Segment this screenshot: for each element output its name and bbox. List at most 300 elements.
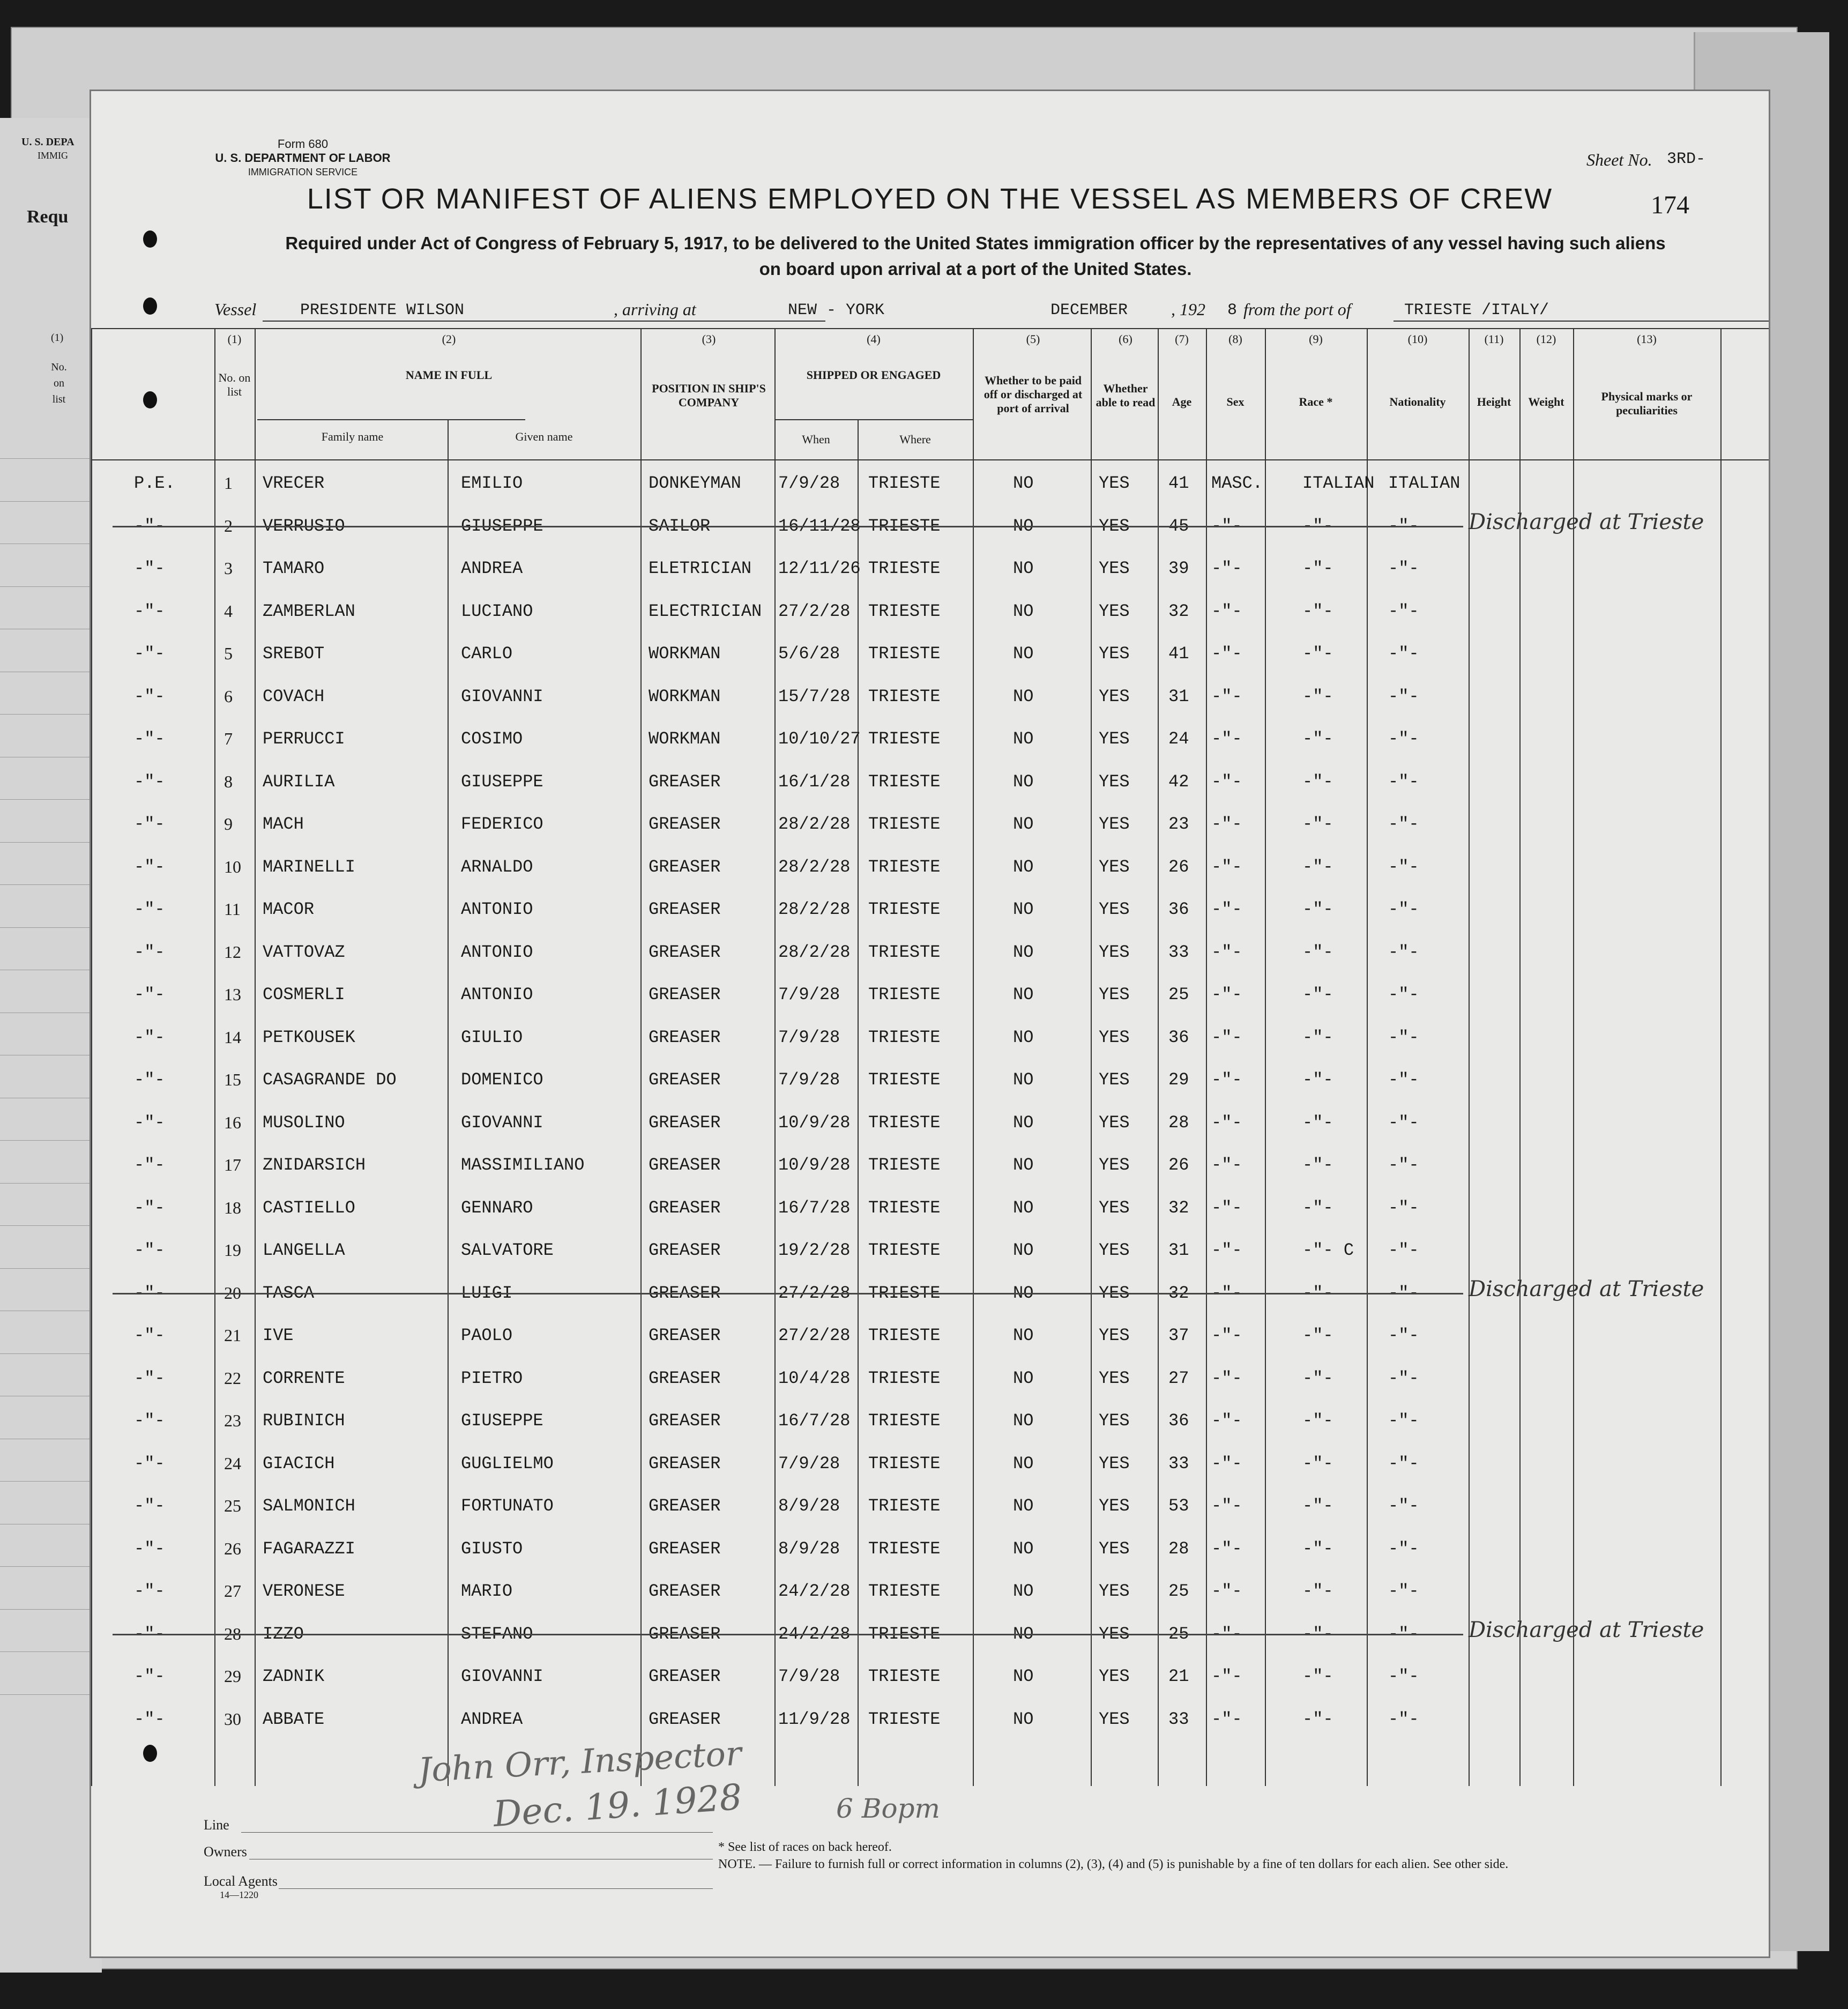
form-code: 14—1220 <box>220 1889 258 1900</box>
table-row <box>91 1184 1769 1226</box>
shipped-place: TRIESTE <box>868 1155 941 1175</box>
able-to-read: YES <box>1099 516 1130 536</box>
shipped-date: 10/9/28 <box>778 1112 851 1133</box>
sex: -"- <box>1211 729 1242 749</box>
race: -"- <box>1302 559 1333 578</box>
remark: Discharged at Trieste <box>1469 1617 1704 1642</box>
position: GREASER <box>649 1709 721 1729</box>
shipped-date: 7/9/28 <box>778 1453 840 1474</box>
sex: -"- <box>1211 1411 1242 1431</box>
paid-off: NO <box>1013 559 1034 578</box>
race: -"- <box>1302 1197 1333 1218</box>
able-to-read: YES <box>1099 985 1130 1005</box>
shipped-place: TRIESTE <box>868 1666 941 1686</box>
given-name: MARIO <box>461 1581 513 1601</box>
shipped-date: 27/2/28 <box>778 1283 851 1303</box>
able-to-read: YES <box>1099 1155 1130 1175</box>
sex: -"- <box>1211 1581 1242 1601</box>
row-number: 11 <box>224 899 241 919</box>
row-number: 16 <box>224 1112 241 1132</box>
row-mark: -"- <box>134 1240 165 1260</box>
position: GREASER <box>649 899 721 919</box>
remark: Discharged at Trieste <box>1469 509 1704 534</box>
age: 36 <box>1168 1027 1189 1047</box>
row-mark: -"- <box>134 1155 165 1175</box>
sex: -"- <box>1211 1624 1242 1644</box>
row-mark: -"- <box>134 1112 165 1133</box>
strip-row-line <box>0 1609 102 1610</box>
race: -"- <box>1302 1326 1333 1345</box>
age: 32 <box>1168 1197 1189 1218</box>
col4-where-header: Where <box>899 433 931 446</box>
position: GREASER <box>649 1027 721 1047</box>
shipped-date: 11/9/28 <box>778 1709 851 1729</box>
year-label: , 192 <box>1171 300 1205 319</box>
race: -"- <box>1302 1027 1333 1047</box>
paid-off: NO <box>1013 985 1034 1005</box>
penalty-note: NOTE. — Failure to furnish full or correct information in columns (2), (3), (4) and (5) is punishable by a fine of ten dollars for each alien. See other side. <box>718 1857 1509 1871</box>
row-number: 8 <box>224 771 233 791</box>
shipped-date: 10/9/28 <box>778 1155 851 1175</box>
form-header <box>204 137 402 179</box>
sex: -"- <box>1211 601 1242 621</box>
col12-header: Weight <box>1528 395 1564 408</box>
given-name: GIUSEPPE <box>461 516 543 536</box>
paid-off: NO <box>1013 686 1034 706</box>
family-name: GIACICH <box>263 1453 335 1474</box>
shipped-date: 15/7/28 <box>778 686 851 706</box>
age: 32 <box>1168 601 1189 621</box>
given-name: STEFANO <box>461 1624 533 1644</box>
col9-header: Race * <box>1299 395 1333 408</box>
page-subtitle <box>209 230 1742 282</box>
age: 33 <box>1168 1709 1189 1729</box>
age: 28 <box>1168 1538 1189 1559</box>
strip-row-line <box>0 1268 102 1269</box>
sheet-number: 174 <box>1651 191 1689 219</box>
age: 33 <box>1168 1453 1189 1474</box>
able-to-read: YES <box>1099 1581 1130 1601</box>
table-row <box>91 1269 1769 1311</box>
nationality: -"- <box>1388 899 1419 919</box>
inspection-date-stamp: Dec. 19. 1928 <box>491 1776 743 1835</box>
able-to-read: YES <box>1099 1666 1130 1686</box>
from-port-label: from the port of <box>1243 300 1351 319</box>
col10-header: Nationality <box>1389 395 1446 408</box>
sex: -"- <box>1211 1368 1242 1388</box>
shipped-place: TRIESTE <box>868 1581 941 1601</box>
strip-row-line <box>0 1353 102 1354</box>
able-to-read: YES <box>1099 1538 1130 1559</box>
row-number: 29 <box>224 1666 241 1686</box>
sex: -"- <box>1211 1496 1242 1516</box>
position: GREASER <box>649 814 721 834</box>
service-name: IMMIGRATION SERVICE <box>248 167 358 177</box>
able-to-read: YES <box>1099 601 1130 621</box>
strip-header-2: IMMIG <box>38 150 68 161</box>
given-name: FEDERICO <box>461 814 543 834</box>
family-name: VRECER <box>263 473 325 493</box>
family-name: PERRUCCI <box>263 729 345 749</box>
row-number: 15 <box>224 1070 241 1089</box>
nationality: -"- <box>1388 1197 1419 1218</box>
shipped-place: TRIESTE <box>868 1538 941 1559</box>
position: GREASER <box>649 1197 721 1218</box>
nationality: -"- <box>1388 771 1419 792</box>
strip-row-line <box>0 1566 102 1567</box>
punch-hole <box>143 391 157 408</box>
paid-off: NO <box>1013 1027 1034 1047</box>
given-name: ARNALDO <box>461 857 533 877</box>
row-mark: -"- <box>134 729 165 749</box>
family-name: ZADNIK <box>263 1666 325 1686</box>
paid-off: NO <box>1013 473 1034 493</box>
position: GREASER <box>649 1496 721 1516</box>
row-number: 10 <box>224 857 241 876</box>
col11-number: (11) <box>1484 332 1504 346</box>
strip-row-line <box>0 799 102 800</box>
nationality: -"- <box>1388 1155 1419 1175</box>
row-mark: -"- <box>134 1496 165 1516</box>
vessel-underline <box>263 321 825 322</box>
col1-number: (1) <box>227 332 242 346</box>
sex: -"- <box>1211 985 1242 1005</box>
given-name: COSIMO <box>461 729 523 749</box>
row-number: 6 <box>224 686 233 706</box>
table-top-border <box>91 328 1769 329</box>
strip-row-line <box>0 1183 102 1184</box>
table-row <box>91 1312 1769 1353</box>
family-name: VERONESE <box>263 1581 345 1601</box>
sex: -"- <box>1211 1112 1242 1133</box>
position: GREASER <box>649 1368 721 1388</box>
paid-off: NO <box>1013 1666 1034 1686</box>
sex: -"- <box>1211 1666 1242 1686</box>
race: -"- <box>1302 1411 1333 1431</box>
age: 25 <box>1168 1581 1189 1601</box>
shipped-date: 7/9/28 <box>778 1666 840 1686</box>
shipped-place: TRIESTE <box>868 942 941 962</box>
shipped-place: TRIESTE <box>868 1411 941 1431</box>
col2-given-header: Given name <box>515 430 573 443</box>
able-to-read: YES <box>1099 1112 1130 1133</box>
arriving-port: NEW - YORK <box>788 301 885 319</box>
age: 41 <box>1168 473 1189 493</box>
col5-header: Whether to be paid off or discharged at port of arrival <box>983 374 1083 415</box>
row-mark: -"- <box>134 1624 165 1644</box>
row-mark: -"- <box>134 559 165 578</box>
row-number: 20 <box>224 1283 241 1303</box>
shipped-place: TRIESTE <box>868 1112 941 1133</box>
arriving-label: , arriving at <box>614 300 696 319</box>
age: 25 <box>1168 1624 1189 1644</box>
vessel-label: Vessel <box>214 300 257 319</box>
row-mark: -"- <box>134 1581 165 1601</box>
row-number: 28 <box>224 1624 241 1643</box>
row-mark: -"- <box>134 1027 165 1047</box>
row-mark: -"- <box>134 1326 165 1345</box>
strip-header: U. S. DEPA <box>21 136 74 148</box>
table-row <box>91 843 1769 885</box>
table-row <box>91 673 1769 715</box>
able-to-read: YES <box>1099 559 1130 578</box>
form-number: Form 680 <box>277 137 329 151</box>
col5-number: (5) <box>1026 332 1040 346</box>
strike-through-line <box>113 1293 1463 1294</box>
given-name: GIULIO <box>461 1027 523 1047</box>
age: 41 <box>1168 644 1189 664</box>
nationality: -"- <box>1388 1709 1419 1729</box>
race: -"- <box>1302 1538 1333 1559</box>
table-row <box>91 1014 1769 1055</box>
nationality: -"- <box>1388 1283 1419 1303</box>
sex: -"- <box>1211 1453 1242 1474</box>
row-mark: -"- <box>134 601 165 621</box>
shipped-place: TRIESTE <box>868 985 941 1005</box>
table-row <box>91 928 1769 970</box>
row-mark: -"- <box>134 1666 165 1686</box>
col9-number: (9) <box>1309 332 1323 346</box>
footer-owners-label: Owners <box>204 1844 247 1859</box>
family-name: ZNIDARSICH <box>263 1155 366 1175</box>
row-mark: -"- <box>134 814 165 834</box>
age: 31 <box>1168 686 1189 706</box>
shipped-place: TRIESTE <box>868 559 941 578</box>
vessel-line <box>214 295 1769 322</box>
family-name: RUBINICH <box>263 1411 345 1431</box>
col6-header: Whether able to read <box>1096 382 1156 409</box>
shipped-place: TRIESTE <box>868 1197 941 1218</box>
race: -"- <box>1302 644 1333 664</box>
col7-number: (7) <box>1175 332 1189 346</box>
paid-off: NO <box>1013 1368 1034 1388</box>
nationality: -"- <box>1388 516 1419 536</box>
shipped-date: 8/9/28 <box>778 1496 840 1516</box>
row-number: 12 <box>224 942 241 962</box>
age: 23 <box>1168 814 1189 834</box>
sex: -"- <box>1211 1070 1242 1090</box>
nationality: -"- <box>1388 1326 1419 1345</box>
age: 45 <box>1168 516 1189 536</box>
given-name: PAOLO <box>461 1326 513 1345</box>
race: ITALIAN <box>1302 473 1375 493</box>
sex: -"- <box>1211 516 1242 536</box>
shipped-date: 28/2/28 <box>778 857 851 877</box>
shipped-date: 7/9/28 <box>778 473 840 493</box>
remark: Discharged at Trieste <box>1469 1276 1704 1301</box>
position: GREASER <box>649 1666 721 1686</box>
sex: MASC. <box>1211 473 1263 493</box>
race: -"- <box>1302 601 1333 621</box>
row-number: 18 <box>224 1197 241 1217</box>
paid-off: NO <box>1013 1496 1034 1516</box>
strip-row-line <box>0 927 102 928</box>
shipped-place: TRIESTE <box>868 1326 941 1345</box>
nationality: -"- <box>1388 942 1419 962</box>
family-name: MACH <box>263 814 304 834</box>
table-row <box>91 1525 1769 1567</box>
row-number: 17 <box>224 1155 241 1174</box>
shipped-date: 28/2/28 <box>778 942 851 962</box>
sex: -"- <box>1211 1326 1242 1345</box>
table-row <box>91 1226 1769 1268</box>
race: -"- <box>1302 1496 1333 1516</box>
table-row <box>91 545 1769 586</box>
nationality: -"- <box>1388 1453 1419 1474</box>
age: 27 <box>1168 1368 1189 1388</box>
sheet-no-label: Sheet No. <box>1586 150 1652 169</box>
nationality: -"- <box>1388 686 1419 706</box>
shipped-place: TRIESTE <box>868 516 941 536</box>
age: 33 <box>1168 942 1189 962</box>
vessel-name: PRESIDENTE WILSON <box>300 301 465 319</box>
nationality: -"- <box>1388 1112 1419 1133</box>
table-row <box>91 715 1769 757</box>
row-mark: -"- <box>134 1070 165 1090</box>
able-to-read: YES <box>1099 644 1130 664</box>
table-row <box>91 459 1769 501</box>
able-to-read: YES <box>1099 857 1130 877</box>
shipped-date: 16/11/28 <box>778 516 861 536</box>
row-number: 4 <box>224 601 233 621</box>
given-name: ANDREA <box>461 559 523 578</box>
able-to-read: YES <box>1099 814 1130 834</box>
paid-off: NO <box>1013 1624 1034 1644</box>
able-to-read: YES <box>1099 899 1130 919</box>
strip-row-line <box>0 884 102 885</box>
position: GREASER <box>649 1326 721 1345</box>
strip-row-line <box>0 1481 102 1482</box>
paid-off: NO <box>1013 1411 1034 1431</box>
shipped-place: TRIESTE <box>868 473 941 493</box>
shipped-date: 8/9/28 <box>778 1538 840 1559</box>
row-number: 27 <box>224 1581 241 1601</box>
page-title: LIST OR MANIFEST OF ALIENS EMPLOYED ON THE VESSEL AS MEMBERS OF CREW <box>307 183 1553 215</box>
race: -"- <box>1302 1581 1333 1601</box>
table-row <box>91 800 1769 842</box>
age: 31 <box>1168 1240 1189 1260</box>
subtitle-line-2: on board upon arrival at a port of the United States. <box>759 259 1192 279</box>
able-to-read: YES <box>1099 771 1130 792</box>
shipped-place: TRIESTE <box>868 1453 941 1474</box>
col12-number: (12) <box>1536 332 1556 346</box>
family-name: SALMONICH <box>263 1496 355 1516</box>
shipped-place: TRIESTE <box>868 771 941 792</box>
family-name: LANGELLA <box>263 1240 345 1260</box>
shipped-place: TRIESTE <box>868 601 941 621</box>
footer-line-underline <box>241 1832 713 1833</box>
sex: -"- <box>1211 814 1242 834</box>
given-name: LUIGI <box>461 1283 513 1303</box>
able-to-read: YES <box>1099 1240 1130 1260</box>
age: 32 <box>1168 1283 1189 1303</box>
able-to-read: YES <box>1099 1496 1130 1516</box>
able-to-read: YES <box>1099 1411 1130 1431</box>
race: -"- <box>1302 771 1333 792</box>
position: GREASER <box>649 857 721 877</box>
given-name: GIUSTO <box>461 1538 523 1559</box>
paid-off: NO <box>1013 899 1034 919</box>
shipped-place: TRIESTE <box>868 1709 941 1729</box>
row-mark: -"- <box>134 644 165 664</box>
paid-off: NO <box>1013 729 1034 749</box>
table-row <box>91 1397 1769 1439</box>
paid-off: NO <box>1013 1326 1034 1345</box>
sex: -"- <box>1211 1538 1242 1559</box>
race: -"- <box>1302 857 1333 877</box>
col1-header: No. on list <box>218 371 251 398</box>
strip-row-line <box>0 1225 102 1226</box>
race: -"- <box>1302 729 1333 749</box>
family-name: AURILIA <box>263 771 335 792</box>
given-name: ANTONIO <box>461 899 533 919</box>
position: GREASER <box>649 1453 721 1474</box>
shipped-date: 12/11/26 <box>778 559 861 578</box>
family-name: MUSOLINO <box>263 1112 345 1133</box>
row-number: 23 <box>224 1411 241 1430</box>
able-to-read: YES <box>1099 1624 1130 1644</box>
race: -"- <box>1302 1624 1333 1644</box>
strip-row-line <box>0 842 102 843</box>
name-subheader-line <box>257 419 525 420</box>
able-to-read: YES <box>1099 1027 1130 1047</box>
shipped-date: 27/2/28 <box>778 601 851 621</box>
position: GREASER <box>649 1411 721 1431</box>
nationality: -"- <box>1388 1538 1419 1559</box>
nationality: -"- <box>1388 1027 1419 1047</box>
row-mark: -"- <box>134 1197 165 1218</box>
given-name: EMILIO <box>461 473 523 493</box>
nationality: -"- <box>1388 1240 1419 1260</box>
able-to-read: YES <box>1099 1326 1130 1345</box>
row-mark: -"- <box>134 985 165 1005</box>
able-to-read: YES <box>1099 1368 1130 1388</box>
col4-when-header: When <box>802 433 830 446</box>
col3-number: (3) <box>702 332 716 346</box>
race: -"- <box>1302 1112 1333 1133</box>
sex: -"- <box>1211 1027 1242 1047</box>
family-name: MARINELLI <box>263 857 355 877</box>
paid-off: NO <box>1013 601 1034 621</box>
table-row <box>91 587 1769 629</box>
col6-number: (6) <box>1119 332 1132 346</box>
race: -"- <box>1302 1368 1333 1388</box>
age: 24 <box>1168 729 1189 749</box>
race: -"- <box>1302 942 1333 962</box>
shipped-date: 28/2/28 <box>778 814 851 834</box>
family-name: VATTOVAZ <box>263 942 345 962</box>
row-number: 25 <box>224 1496 241 1515</box>
departure-port: TRIESTE /ITALY/ <box>1404 301 1549 319</box>
paid-off: NO <box>1013 942 1034 962</box>
row-mark: -"- <box>134 1453 165 1474</box>
paid-off: NO <box>1013 1453 1034 1474</box>
sex: -"- <box>1211 899 1242 919</box>
col8-number: (8) <box>1228 332 1242 346</box>
footer-line-label: Line <box>204 1817 229 1833</box>
given-name: GIOVANNI <box>461 1666 543 1686</box>
given-name: ANTONIO <box>461 985 533 1005</box>
age: 29 <box>1168 1070 1189 1090</box>
position: GREASER <box>649 1283 721 1303</box>
family-name: CASTIELLO <box>263 1197 355 1218</box>
shipped-subheader-line <box>774 419 973 420</box>
position: GREASER <box>649 1240 721 1260</box>
nationality: ITALIAN <box>1388 473 1460 493</box>
age: 53 <box>1168 1496 1189 1516</box>
shipped-place: TRIESTE <box>868 1496 941 1516</box>
row-number: 5 <box>224 644 233 663</box>
